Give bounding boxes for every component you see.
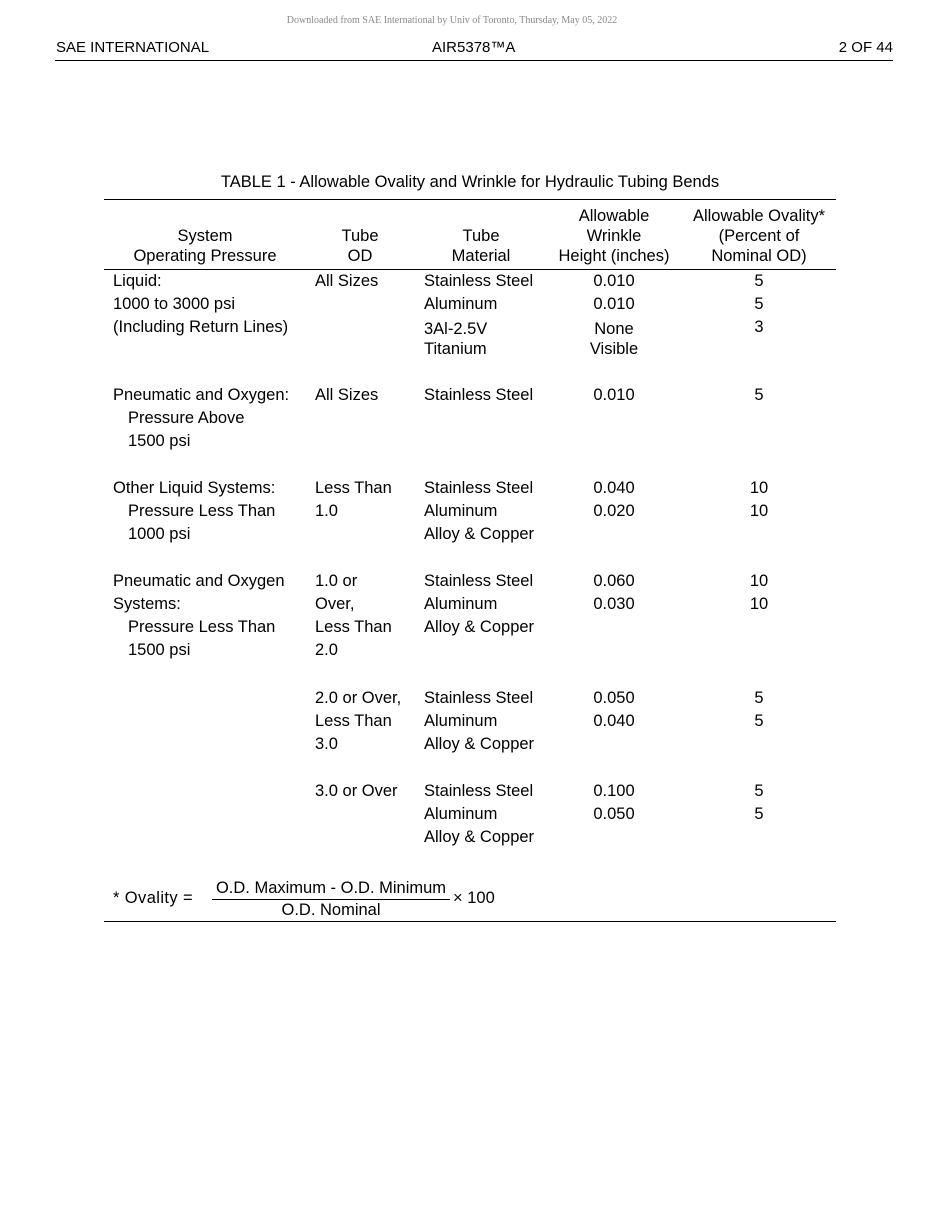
- wrinkle-cell: 0.010 0.010 None Visible: [589, 272, 639, 358]
- header-page-number: 2 OF 44: [838, 39, 893, 56]
- ovality-cell: 5 5 3: [754, 272, 764, 336]
- formula-label: * Ovality =: [113, 889, 194, 907]
- system-cell: Pneumatic and Oxygen Systems: Pressure Less Than 1500 psi: [113, 572, 285, 659]
- tube-material-cell: Stainless Steel Aluminum 3Al-2.5V Titanium: [424, 272, 534, 358]
- ovality-cell: 10 10: [749, 479, 769, 520]
- formula-multiplier: × 100: [453, 889, 495, 907]
- column-header-system: System Operating Pressure: [133, 227, 277, 265]
- header-document-number: AIR5378™A: [432, 39, 516, 56]
- wrinkle-cell: 0.060 0.030: [593, 572, 635, 613]
- tube-od-cell: All Sizes: [315, 386, 379, 404]
- tube-od-cell: Less Than 1.0: [315, 479, 392, 520]
- table-bottom-rule: [104, 921, 836, 922]
- formula-numerator: O.D. Maximum - O.D. Minimum: [212, 878, 450, 900]
- column-header-tube-material: Tube Material: [451, 227, 511, 265]
- ovality-cell: 10 10: [749, 572, 769, 613]
- ovality-cell: 5: [754, 386, 764, 404]
- ovality-cell: 5 5: [754, 782, 764, 823]
- wrinkle-cell: 0.100 0.050: [593, 782, 635, 823]
- tube-material-cell: Stainless Steel Aluminum Alloy & Copper: [424, 572, 535, 636]
- tube-material-cell: Stainless Steel: [424, 386, 534, 404]
- tube-od-cell: 3.0 or Over: [315, 782, 398, 800]
- system-cell: Other Liquid Systems: Pressure Less Than 1000 psi: [113, 479, 276, 543]
- tube-material-cell: Stainless Steel Aluminum Alloy & Copper: [424, 689, 535, 753]
- page-header: [55, 38, 893, 61]
- tube-od-cell: All Sizes: [315, 272, 379, 290]
- tube-od-cell: 1.0 or Over, Less Than 2.0: [315, 572, 392, 659]
- ovality-cell: 5 5: [754, 689, 764, 730]
- column-header-wrinkle: Allowable Wrinkle Height (inches): [558, 207, 670, 265]
- table-top-rule: [104, 199, 836, 200]
- formula-denominator: O.D. Nominal: [281, 901, 381, 919]
- tube-material-cell: Stainless Steel Aluminum Alloy & Copper: [424, 479, 535, 543]
- tube-material-cell: Stainless Steel Aluminum Alloy & Copper: [424, 782, 535, 846]
- column-header-tube-od: Tube OD: [341, 227, 379, 265]
- column-header-ovality: Allowable Ovality* (Percent of Nominal OD): [692, 207, 826, 265]
- header-organization: SAE INTERNATIONAL: [56, 39, 210, 56]
- system-cell: Pneumatic and Oxygen: Pressure Above 1500 psi: [113, 386, 290, 450]
- wrinkle-cell: 0.050 0.040: [593, 689, 635, 730]
- table-title: TABLE 1 - Allowable Ovality and Wrinkle for Hydraulic Tubing Bends: [220, 173, 720, 191]
- tube-od-cell: 2.0 or Over, Less Than 3.0: [315, 689, 402, 753]
- wrinkle-cell: 0.040 0.020: [593, 479, 635, 520]
- download-watermark: Downloaded from SAE International by Univ of Toronto, Thursday, May 05, 2022: [286, 15, 618, 26]
- formula-fraction: [212, 878, 450, 920]
- wrinkle-cell: 0.010: [593, 386, 635, 404]
- system-cell: Liquid: 1000 to 3000 psi (Including Return Lines): [113, 272, 289, 336]
